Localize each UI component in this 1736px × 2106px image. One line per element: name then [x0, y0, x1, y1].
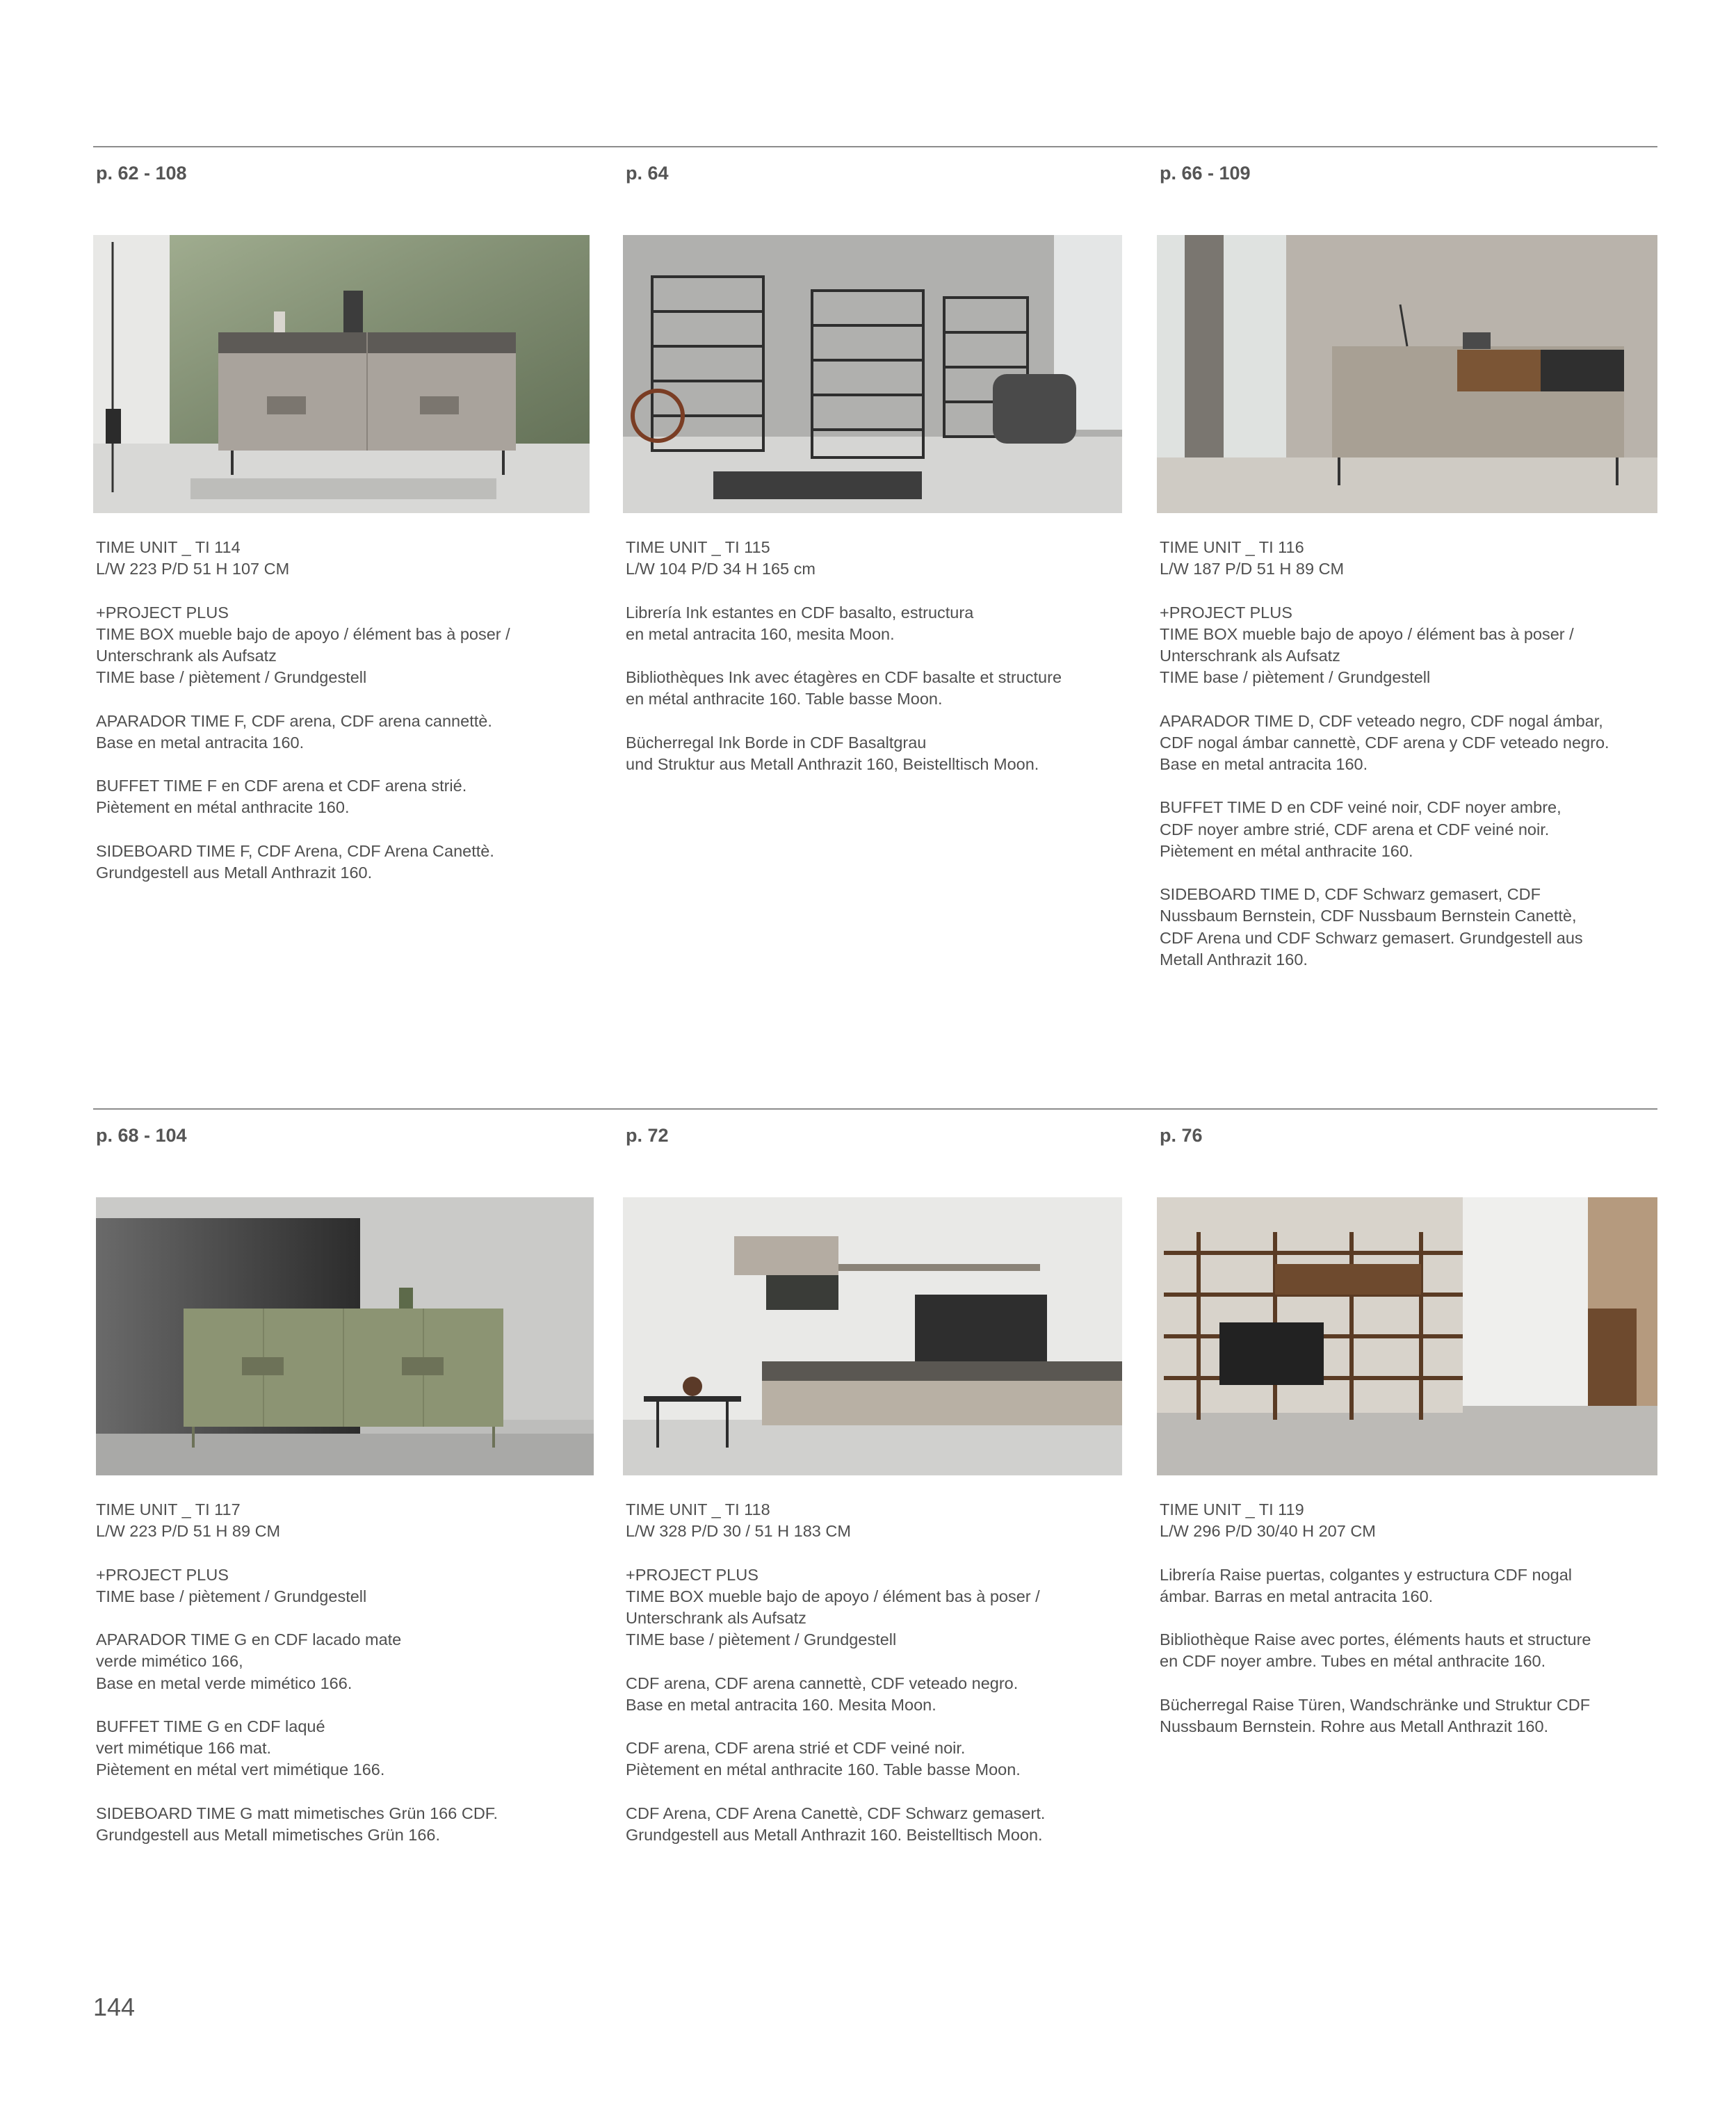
product-entry-ti114 — [93, 163, 594, 882]
product-entry-ti119 — [1157, 1125, 1657, 1735]
product-description — [96, 537, 594, 905]
section-divider-middle — [93, 1108, 1657, 1110]
description-paragraph: SIDEBOARD TIME F, CDF Arena, CDF Arena Canettè. Grundgestell aus Metall Anthrazit 160. — [96, 841, 494, 882]
description-paragraph: Bücherregal Ink Borde in CDF Basaltgrau und Struktur aus Metall Anthrazit 160, Beistelltisch Moon. — [626, 733, 1039, 773]
product-photo — [96, 1197, 597, 1475]
page-reference: p. 62 - 108 — [96, 163, 187, 184]
product-description — [1160, 1499, 1657, 1759]
description-paragraph: Bibliothèque Raise avec portes, éléments hauts et structure en CDF noyer ambre. Tubes en métal anthracite 160. — [1160, 1630, 1591, 1671]
description-paragraph: Bücherregal Raise Türen, Wandschränke und Struktur CDF Nussbaum Bernstein. Rohre aus Metall Anthrazit 160. — [1160, 1695, 1591, 1735]
bookshelves-photo-illustration — [623, 235, 1122, 513]
page-reference: p. 72 — [626, 1125, 669, 1146]
product-title: TIME UNIT _ TI 119 L/W 296 P/D 30/40 H 207 CM — [1160, 1500, 1376, 1541]
description-paragraph: Librería Ink estantes en CDF basalto, estructura en metal antracita 160, mesita Moon. — [626, 603, 974, 643]
product-title: TIME UNIT _ TI 117 L/W 223 P/D 51 H 89 CM — [96, 1500, 281, 1541]
description-paragraph: +PROJECT PLUS TIME BOX mueble bajo de apoyo / élément bas à poser / Unterschrank als Aufsatz TIME base / piètement / Grundgestell — [1160, 603, 1574, 687]
description-paragraph: CDF arena, CDF arena strié et CDF veiné noir. Piètement en métal anthracite 160. Table basse Moon. — [626, 1739, 1021, 1779]
product-entry-ti116 — [1157, 163, 1657, 969]
description-paragraph: APARADOR TIME D, CDF veteado negro, CDF nogal ámbar, CDF nogal ámbar cannettè, CDF arena y CDF veteado negro. Base en metal antracita 160. — [1160, 711, 1609, 773]
page-reference: p. 64 — [626, 163, 669, 184]
product-entry-ti115 — [623, 163, 1123, 773]
product-photo — [1157, 235, 1657, 513]
product-title: TIME UNIT _ TI 114 L/W 223 P/D 51 H 107 CM — [96, 538, 290, 578]
product-description — [626, 1499, 1123, 1868]
product-entry-ti118 — [623, 1125, 1123, 1844]
sideboard-photo-illustration — [93, 235, 590, 513]
description-paragraph: +PROJECT PLUS TIME base / piètement / Grundgestell — [96, 1565, 367, 1605]
product-title: TIME UNIT _ TI 118 L/W 328 P/D 30 / 51 H 183 CM — [626, 1500, 851, 1541]
product-photo — [93, 235, 590, 513]
product-title: TIME UNIT _ TI 116 L/W 187 P/D 51 H 89 CM — [1160, 538, 1345, 578]
product-description — [626, 537, 1123, 797]
product-entry-ti117 — [93, 1125, 594, 1844]
section-divider-top — [93, 146, 1657, 147]
tv-unit-photo-illustration — [623, 1197, 1122, 1475]
description-paragraph: BUFFET TIME F en CDF arena et CDF arena strié. Piètement en métal anthracite 160. — [96, 777, 467, 817]
page-reference: p. 76 — [1160, 1125, 1203, 1146]
description-paragraph: APARADOR TIME F, CDF arena, CDF arena cannettè. Base en metal antracita 160. — [96, 711, 492, 752]
page-reference: p. 68 - 104 — [96, 1125, 187, 1146]
product-description — [1160, 537, 1657, 992]
page-number: 144 — [93, 1993, 136, 2021]
walnut-bookcase-photo-illustration — [1157, 1197, 1657, 1475]
description-paragraph: Bibliothèques Ink avec étagères en CDF basalte et structure en métal anthracite 160. Table basse Moon. — [626, 668, 1062, 708]
description-paragraph: SIDEBOARD TIME G matt mimetisches Grün 166 CDF. Grundgestell aus Metall mimetisches Grün 166. — [96, 1804, 498, 1844]
description-paragraph: Librería Raise puertas, colgantes y estructura CDF nogal ámbar. Barras en metal antracita 160. — [1160, 1565, 1573, 1605]
description-paragraph: CDF arena, CDF arena cannettè, CDF veteado negro. Base en metal antracita 160. Mesita Moon. — [626, 1674, 1019, 1714]
description-paragraph: APARADOR TIME G en CDF lacado mate verde mimético 166, Base en metal verde mimético 166. — [96, 1630, 402, 1692]
product-photo — [1157, 1197, 1657, 1475]
product-photo — [623, 1197, 1122, 1475]
description-paragraph: +PROJECT PLUS TIME BOX mueble bajo de apoyo / élément bas à poser / Unterschrank als Aufsatz TIME base / piètement / Grundgestell — [96, 603, 510, 687]
product-description — [96, 1499, 594, 1868]
description-paragraph: SIDEBOARD TIME D, CDF Schwarz gemasert, CDF Nussbaum Bernstein, CDF Nussbaum Bernstein Canettè, CDF Arena und CDF Schwarz gemasert. Grundgestell aus Metall Anthrazit 160. — [1160, 885, 1583, 969]
description-paragraph: BUFFET TIME D en CDF veiné noir, CDF noyer ambre, CDF noyer ambre strié, CDF arena et CDF veiné noir. Piètement en métal anthracite 160. — [1160, 798, 1561, 860]
page-reference: p. 66 - 109 — [1160, 163, 1251, 184]
sideboard-walnut-photo-illustration — [1157, 235, 1657, 513]
description-paragraph: CDF Arena, CDF Arena Canettè, CDF Schwarz gemasert. Grundgestell aus Metall Anthrazit 160. Beistelltisch Moon. — [626, 1804, 1046, 1844]
product-photo — [623, 235, 1122, 513]
description-paragraph: BUFFET TIME G en CDF laqué vert mimétique 166 mat. Piètement en métal vert mimétique 166. — [96, 1717, 385, 1779]
green-sideboard-photo-illustration — [96, 1197, 594, 1475]
product-title: TIME UNIT _ TI 115 L/W 104 P/D 34 H 165 cm — [626, 538, 816, 578]
description-paragraph: +PROJECT PLUS TIME BOX mueble bajo de apoyo / élément bas à poser / Unterschrank als Aufsatz TIME base / piètement / Grundgestell — [626, 1565, 1040, 1649]
